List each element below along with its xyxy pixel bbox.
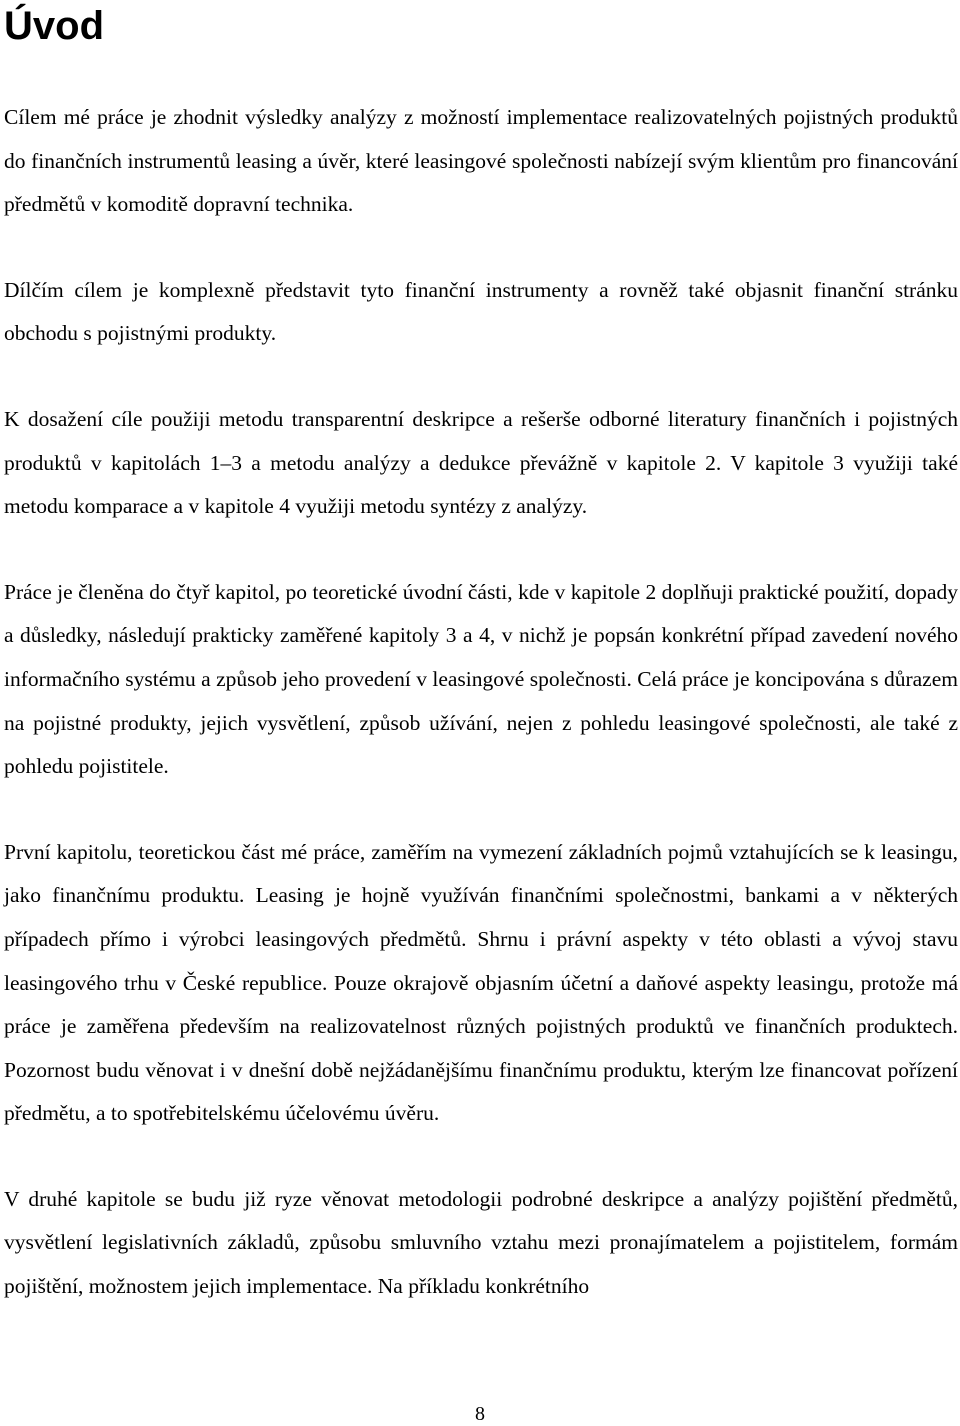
body-text <box>4 96 958 1352</box>
paragraph-chapter-two: V druhé kapitole se budu již ryze věnovat metodologii podrobné deskripce a analýzy pojištění předmětů, vysvětlení legislativních základů, způsobu smluvního vztahu mezi pronajímatelem a pojistitelem, formám pojištění, možnostem jejich implementace. Na příkladu konkrétního <box>4 1186 958 1299</box>
section-heading: Úvod <box>4 4 104 48</box>
page-number: 8 <box>475 1403 485 1425</box>
paragraph-chapter-one: První kapitolu, teoretickou část mé práce, zaměřím na vymezení základních pojmů vztahujících se k leasingu, jako finančnímu produktu. Leasing je hojně využíván finančními společnostmi, bankami a v některých případech přímo i výrobci leasingových předmětů. Shrnu i právní aspekty v této oblasti a vývoj stavu leasingového trhu v České republice. Pouze okrajově objasním účetní a daňové aspekty leasingu, protože má práce je zaměřena především na realizovatelnost různých pojistných produktů ve finančních produktech. Pozornost budu věnovat i v dnešní době nejžádanějšímu finančnímu produktu, kterým lze financovat pořízení předmětu, a to spotřebitelskému účelovému úvěru. <box>4 839 958 1126</box>
paragraph-goal: Cílem mé práce je zhodnit výsledky analýzy z možností implementace realizovatelných pojistných produktů do finančních instrumentů leasing a úvěr, které leasingové společnosti nabízejí svým klientům pro financování předmětů v komoditě dopravní technika. <box>4 105 958 217</box>
paragraph-subgoal: Dílčím cílem je komplexně představit tyto finanční instrumenty a rovněž také objasnit finanční stránku obchodu s pojistnými produkty. <box>4 277 958 346</box>
paragraph-methods: K dosažení cíle použiji metodu transparentní deskripce a rešerše odborné literatury finančních i pojistných produktů v kapitolách 1–3 a metodu analýzy a dedukce převážně v kapitole 2. V kapitole 3 využiji také metodu komparace a v kapitole 4 využiji metodu syntézy z analýzy. <box>4 406 958 519</box>
paragraph-structure: Práce je členěna do čtyř kapitol, po teoretické úvodní části, kde v kapitole 2 doplňuji praktické použití, dopady a důsledky, následují prakticky zaměřené kapitoly 3 a 4, v nichž je popsán konkrétní případ zavedení nového informačního systému a způsob jeho provedení v leasingové společnosti. Celá práce je koncipována s důrazem na pojistné produkty, jejich vysvětlení, způsob užívání, nejen z pohledu leasingové společnosti, ale také z pohledu pojistitele. <box>4 579 958 779</box>
